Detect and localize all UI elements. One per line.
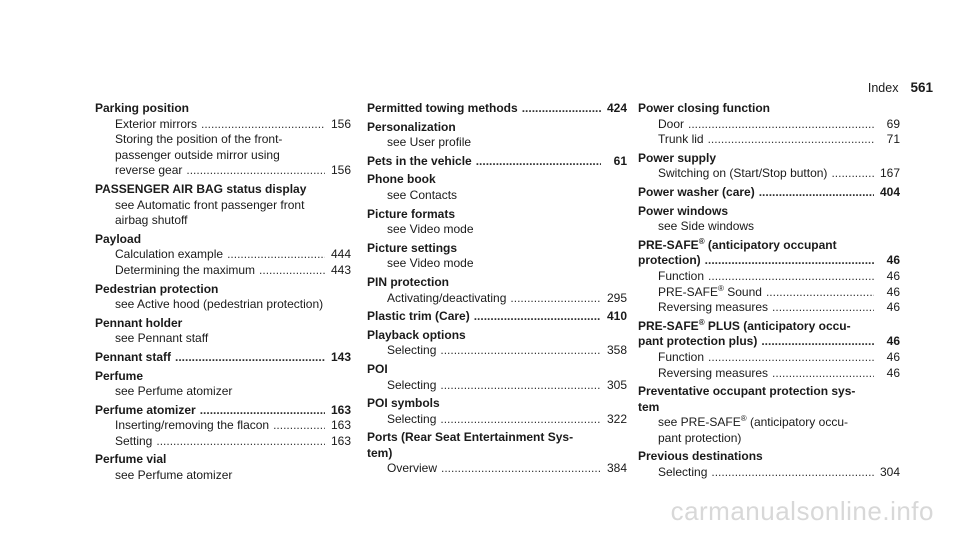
sub-entry-text: reverse gear — [115, 163, 183, 178]
index-column-1 — [95, 101, 351, 487]
sub-entry — [95, 148, 351, 164]
entry-title — [95, 316, 351, 332]
index-entry — [95, 452, 351, 483]
sub-entry-text: Reversing measures — [658, 300, 769, 315]
dot-leader — [186, 163, 325, 179]
entry-title-page: 404 — [879, 184, 900, 199]
entry-title-text: Phone book — [367, 172, 436, 187]
entry-title — [638, 185, 900, 201]
entry-title-text: Previous destinations — [638, 449, 763, 464]
dot-leader — [440, 412, 601, 428]
sub-entry-text: Trunk lid — [658, 132, 704, 147]
sub-entry-text: Setting — [115, 433, 153, 448]
index-entry — [367, 241, 627, 272]
sub-entry-text: see Side windows — [658, 219, 755, 234]
dot-leader — [772, 300, 874, 316]
index-entry — [95, 282, 351, 313]
index-entry — [367, 172, 627, 203]
sub-entry-page: 69 — [886, 116, 900, 131]
entry-title — [638, 384, 900, 400]
entry-title-text: Picture settings — [367, 240, 458, 255]
entry-title-text: Pets in the vehicle — [367, 153, 472, 168]
sub-entry — [95, 468, 351, 484]
dot-leader — [522, 101, 601, 117]
sub-entry-page: 46 — [886, 268, 900, 283]
sub-entry-text: Selecting — [387, 377, 437, 392]
index-column-3 — [638, 101, 900, 484]
entry-title — [367, 328, 627, 344]
sub-entry-text: airbag shutoff — [115, 213, 188, 228]
sub-entry-text: Calculation example — [115, 247, 224, 262]
sub-entry — [95, 213, 351, 229]
entry-title-text: Power washer (care) — [638, 184, 755, 199]
sub-entry — [638, 269, 900, 285]
sub-entry-text: see User profile — [387, 135, 472, 150]
sub-entry-page: 163 — [330, 433, 351, 448]
entry-title — [95, 282, 351, 298]
sub-entry — [638, 285, 900, 301]
sub-entry — [367, 188, 627, 204]
dot-leader — [510, 291, 601, 307]
entry-title-text: Plastic trim (Care) — [367, 309, 470, 324]
sub-entry-text: see Perfume atomizer — [115, 468, 233, 483]
sub-entry — [95, 163, 351, 179]
index-label: Index — [867, 81, 899, 95]
entry-title-page: 61 — [613, 153, 627, 168]
sub-entry-page: 46 — [886, 365, 900, 380]
sub-entry-page: 167 — [879, 166, 900, 181]
sub-entry — [367, 291, 627, 307]
index-entry — [95, 403, 351, 450]
entry-title-text: POI — [367, 361, 388, 376]
entry-title-text: Pedestrian protection — [95, 281, 219, 296]
entry-title-text: Power windows — [638, 203, 729, 218]
entry-title — [367, 120, 627, 136]
sub-entry-text: Selecting — [387, 411, 437, 426]
entry-title-text: Perfume atomizer — [95, 402, 196, 417]
entry-title-cont — [638, 253, 900, 269]
index-entry — [95, 350, 351, 366]
sub-entry — [95, 434, 351, 450]
entry-title — [367, 241, 627, 257]
entry-title-cont — [638, 400, 900, 416]
dot-leader — [440, 378, 601, 394]
sub-entry-text: see Pennant staff — [115, 331, 209, 346]
sub-entry — [95, 132, 351, 148]
sub-entry — [638, 465, 900, 481]
sub-entry — [638, 366, 900, 382]
entry-title-cont-text: tem — [638, 399, 660, 414]
entry-title — [95, 350, 351, 366]
entry-title-text: Permitted towing methods — [367, 101, 518, 115]
sub-entry-page: 163 — [330, 418, 351, 433]
sub-entry-page: 156 — [330, 116, 351, 131]
entry-title — [367, 430, 627, 446]
dot-leader — [761, 334, 874, 350]
sub-entry-text: Determining the maximum — [115, 262, 256, 277]
sub-entry — [367, 378, 627, 394]
index-entry — [638, 204, 900, 235]
index-entry — [367, 430, 627, 477]
sub-entry-text: see Active hood (pedestrian protection) — [115, 297, 324, 312]
sub-entry — [638, 166, 900, 182]
entry-title-text: Preventative occupant protection sys- — [638, 384, 856, 399]
dot-leader — [688, 117, 874, 133]
sub-entry-text: Inserting/removing the flacon — [115, 418, 270, 433]
index-entry — [638, 238, 900, 316]
index-entry — [95, 101, 351, 179]
index-entry — [367, 328, 627, 359]
sub-entry-text: pant protection) — [658, 430, 742, 445]
dot-leader — [766, 285, 874, 301]
sub-entry-text: PRE-SAFE® Sound — [658, 283, 762, 299]
sub-entry-text: see Video mode — [387, 222, 474, 237]
index-entry — [638, 151, 900, 182]
entry-title — [638, 101, 900, 117]
entry-title-text: Playback options — [367, 327, 466, 342]
entry-title-text: Pennant holder — [95, 315, 183, 330]
entry-title — [638, 204, 900, 220]
entry-title — [95, 232, 351, 248]
entry-title-text: Perfume vial — [95, 452, 167, 467]
entry-title — [95, 369, 351, 385]
entry-title-text: Picture formats — [367, 206, 456, 221]
dot-leader — [708, 269, 874, 285]
sub-entry — [95, 117, 351, 133]
entry-title — [367, 309, 627, 325]
index-entry — [638, 101, 900, 148]
dot-leader — [711, 465, 874, 481]
sub-entry — [95, 384, 351, 400]
entry-title-text: PIN protection — [367, 274, 450, 289]
entry-title-text: Personalization — [367, 119, 456, 134]
index-entry — [367, 120, 627, 151]
entry-title-cont — [367, 446, 627, 462]
index-entry — [95, 316, 351, 347]
entry-title-cont-text: pant protection plus) — [638, 334, 758, 349]
sub-entry-text: Activating/deactivating — [387, 290, 507, 305]
index-entry — [95, 232, 351, 279]
sub-entry — [638, 219, 900, 235]
dot-leader — [156, 434, 325, 450]
entry-title — [367, 207, 627, 223]
index-entry — [367, 309, 627, 325]
dot-leader — [474, 309, 601, 325]
entry-title — [367, 172, 627, 188]
dot-leader — [201, 117, 325, 133]
dot-leader — [227, 247, 325, 263]
sub-entry-text: Selecting — [387, 343, 437, 358]
dot-leader — [705, 253, 874, 269]
entry-title-cont-page: 46 — [886, 334, 900, 349]
dot-leader — [476, 154, 601, 170]
sub-entry — [638, 132, 900, 148]
dot-leader — [441, 461, 601, 477]
entry-title — [638, 449, 900, 465]
dot-leader — [708, 132, 874, 148]
index-entry — [638, 449, 900, 480]
entry-title-cont-page: 46 — [886, 253, 900, 268]
index-entry — [367, 101, 627, 117]
sub-entry-text: see PRE-SAFE® (anticipatory occu- — [658, 414, 848, 430]
index-entry — [367, 207, 627, 238]
index-entry — [367, 362, 627, 393]
sub-entry — [638, 415, 900, 431]
sub-entry-page: 304 — [879, 465, 900, 480]
sub-entry-page: 46 — [886, 349, 900, 364]
sub-entry — [638, 431, 900, 447]
entry-title — [638, 151, 900, 167]
entry-title — [367, 396, 627, 412]
entry-title-page: 410 — [606, 309, 627, 324]
index-entry — [638, 384, 900, 446]
sub-entry-text: Switching on (Start/Stop button) — [658, 166, 828, 181]
entry-title-cont-text: protection) — [638, 253, 701, 268]
sub-entry-text: see Contacts — [387, 187, 458, 202]
sub-entry-text: Function — [658, 349, 705, 364]
dot-leader — [772, 366, 874, 382]
entry-title — [367, 275, 627, 291]
sub-entry-page: 305 — [606, 377, 627, 392]
sub-entry-page: 295 — [606, 290, 627, 305]
entry-title — [95, 452, 351, 468]
sub-entry-page: 46 — [886, 300, 900, 315]
sub-entry — [367, 343, 627, 359]
entry-title-page: 143 — [330, 349, 351, 364]
sub-entry-text: Exterior mirrors — [115, 116, 198, 131]
sub-entry-text: see Automatic front passenger front — [115, 197, 305, 212]
dot-leader — [259, 263, 325, 279]
entry-title-text: Pennant staff — [95, 349, 172, 364]
dot-leader — [440, 343, 601, 359]
sub-entry-text: Overview — [387, 461, 438, 476]
sub-entry-page: 443 — [330, 262, 351, 277]
sub-entry — [95, 297, 351, 313]
sub-entry — [95, 263, 351, 279]
sub-entry-page: 46 — [886, 284, 900, 299]
index-column-2 — [367, 101, 627, 480]
sub-entry — [638, 300, 900, 316]
index-entry — [367, 396, 627, 427]
sub-entry-text: see Perfume atomizer — [115, 384, 233, 399]
dot-leader — [708, 350, 874, 366]
sub-entry — [367, 256, 627, 272]
sub-entry-text: passenger outside mirror using — [115, 147, 280, 162]
sub-entry — [95, 418, 351, 434]
index-entry — [367, 154, 627, 170]
sub-entry — [638, 117, 900, 133]
entry-title — [638, 319, 900, 335]
entry-title — [367, 154, 627, 170]
index-entry — [638, 185, 900, 201]
sub-entry-page: 322 — [606, 411, 627, 426]
sub-entry-text: Selecting — [658, 465, 708, 480]
entry-title-cont-text: tem) — [367, 445, 393, 460]
dot-leader — [200, 403, 325, 419]
sub-entry-page: 71 — [886, 132, 900, 147]
entry-title-text: Power supply — [638, 150, 717, 165]
sub-entry-page: 358 — [606, 343, 627, 358]
entry-title-page: 424 — [606, 101, 627, 115]
entry-title-text: Parking position — [95, 101, 190, 115]
sub-entry-page: 444 — [330, 247, 351, 262]
sub-entry-text: Reversing measures — [658, 365, 769, 380]
dot-leader — [759, 185, 874, 201]
page-header — [868, 80, 933, 95]
entry-title-text: PASSENGER AIR BAG status display — [95, 181, 307, 196]
entry-title-text: POI symbols — [367, 396, 440, 411]
sub-entry — [95, 247, 351, 263]
entry-title-text: Payload — [95, 231, 142, 246]
entry-title — [367, 101, 627, 117]
entry-title-text: Power closing function — [638, 101, 771, 115]
dot-leader — [831, 166, 874, 182]
sub-entry — [638, 350, 900, 366]
entry-title — [638, 238, 900, 254]
sub-entry — [95, 198, 351, 214]
entry-title — [367, 362, 627, 378]
entry-title-cont — [638, 334, 900, 350]
sub-entry-text: Storing the position of the front- — [115, 132, 283, 147]
sub-entry — [367, 412, 627, 428]
entry-title-text: PRE-SAFE® (anticipatory occupant — [638, 236, 837, 252]
index-entry — [95, 182, 351, 229]
watermark: carmanualsonline.info — [670, 496, 934, 526]
sub-entry-page: 384 — [606, 461, 627, 476]
sub-entry — [367, 461, 627, 477]
index-entry — [638, 319, 900, 381]
sub-entry — [367, 222, 627, 238]
entry-title-text: Ports (Rear Seat Entertainment Sys- — [367, 430, 574, 445]
dot-leader — [273, 418, 325, 434]
index-entry — [367, 275, 627, 306]
entry-title — [95, 403, 351, 419]
sub-entry-text: Function — [658, 268, 705, 283]
sub-entry-page: 156 — [330, 163, 351, 178]
entry-title-text: Perfume — [95, 368, 144, 383]
dot-leader — [175, 350, 325, 366]
entry-title-page: 163 — [330, 402, 351, 417]
sub-entry — [95, 331, 351, 347]
entry-title — [95, 101, 351, 117]
sub-entry — [367, 135, 627, 151]
index-entry — [95, 369, 351, 400]
sub-entry-text: see Video mode — [387, 256, 474, 271]
page-number: 561 — [910, 80, 933, 95]
entry-title-text: PRE-SAFE® PLUS (anticipatory occu- — [638, 317, 851, 333]
entry-title — [95, 182, 351, 198]
sub-entry-text: Door — [658, 116, 685, 131]
